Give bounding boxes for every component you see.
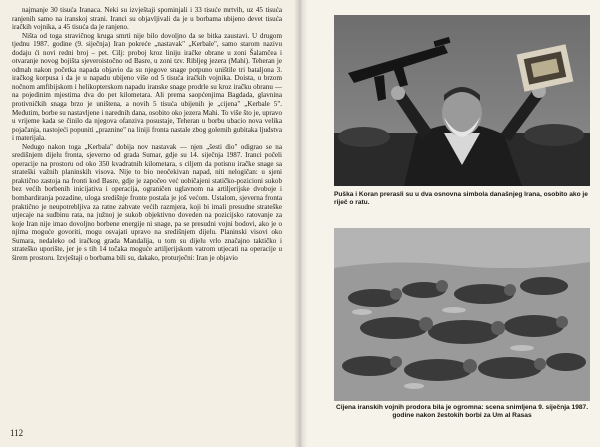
body-text-column (12, 6, 282, 418)
book-gutter-shadow (294, 0, 308, 447)
photo-rifle-koran (334, 15, 590, 186)
paragraph-3: Nedugo nakon toga „Kerbala" dobija nov nastavak — njen „šesti dio" odigrao se na središnjem dijelu fronta, sjeverno od grada Sumar, gdje su 14. siječnja 1987. Iranci počeli operacije na prostoru od oko 350 kvadratnih kilometara, s ciljem da potisnu iračke snage sa strateški važnih planinskih visova. Nije to bio neočekivan napad, niti nelogičan: u sjeni praktično zastoja na fronti kod Basre, gdje je započeo već uobičajeni statičko-pozicioni sukob bez većih borbenih inicijativa i operacija, ograničen uglavnom na artiljerijske dvoboje i bombardiranja pozadine, uloga središnje fronte postala je još većom. Ustalom, sjeverna fronta praktično je neupotrebljiva za ratne zahvate većih razmjera, koji bi imali presudne strateške utjecaje na sudbinu rata, na južnoj je sukob objektivno doveden na pozicijsko ratovanje za koje Iran nije imao dovoljno borbene energije ni snage, pa se presudni vojni bodovi, ako je o njima moguće govoriti, mogu osvajati upravo na središnjem dijelu. Planinski visovi oko Sumara, nedaleko od iračkog grada Mandalija, u tom su dijelu vrlo značajno taktičko i strateško uporište, jer je s tih 14 točaka moguće artiljerijskom vatrom utjecati na operacije u širem prostoru. Izvještaji o borbama bili su, dakako, proturječni: Iran je objavio (12, 142, 282, 262)
page-number: 112 (10, 428, 24, 438)
photo-bottom-caption: Cijena iranskih vojnih prodora bila je ogromna: scena snimljena 9. siječnja 1987. godine nakon žestokih borbi za Um al Rasas (335, 404, 589, 419)
paragraph-1: najmanje 30 tisuća Iranaca. Neki su izvještaji spominjali i 33 tisuće mrtvih, uz 45 tisuća ranjenih samo na iranskoj strani. Iranci su objavljivali da je u borbama ubijeno devet tisuća iračkih vojnika, a 45 tisuća da je ranjeno. (12, 6, 282, 32)
photo-fallen-soldiers-image (334, 228, 590, 401)
photo-rifle-koran-image (334, 15, 590, 186)
photo-top-caption: Puška i Koran preraslі su u dva osnovna simbola današnjeg Irana, osobito ako je riječ o ratu. (334, 191, 588, 206)
paragraph-2: Ništa od toga stravičnog kruga smrti nije bilo dovoljno da se bitka zaustavi. U drugom tjednu 1987. godine (9. siječnja) Iran pokreće „nastavak" „Kerbale", samo starom nazivu dodaju ći novi redni broj – pet. Cilj: proboj kroz liniju iračke obrane u zoni Šalamčea i otvaranje novog bojišta sjeveroistočno od Basre, u zoni tzv. Ribljeg jezera (Mahi). Teheran je odmah nakon početka napada objavio da su njegove snage potpuno uništile tri bataljona 3. iračkog korpusa i da je u napadu ubijeno više od 5 tisuća iračkih vojnika. Doista, u brzom nočnom amfibijskom i helikopterskom napadu iranske snage prodrle su kroz iračku obranu — na pojedinim mjestima dva do pet kilometara. Ali prema saopćenjima Bagdada, glavnina protivničkih snaga brzo je uništena, a novih 5 tisuća ubijenih je „cijena" „Kerbale 5". Međutim, borbe su nastavljene i narednih dana, osobito oko jezera Mahi. To više što je, upravo u vrijeme kada se činilo da njegova ofanziva posustaje, Teheran u borbu ubacio nova velika pojačanja, nastojeći popuniti „praznine" na liniji fronta nastale zbog golemih gubitaka ljudstva i materijala. (12, 31, 282, 143)
photo-fallen-soldiers (334, 228, 590, 401)
